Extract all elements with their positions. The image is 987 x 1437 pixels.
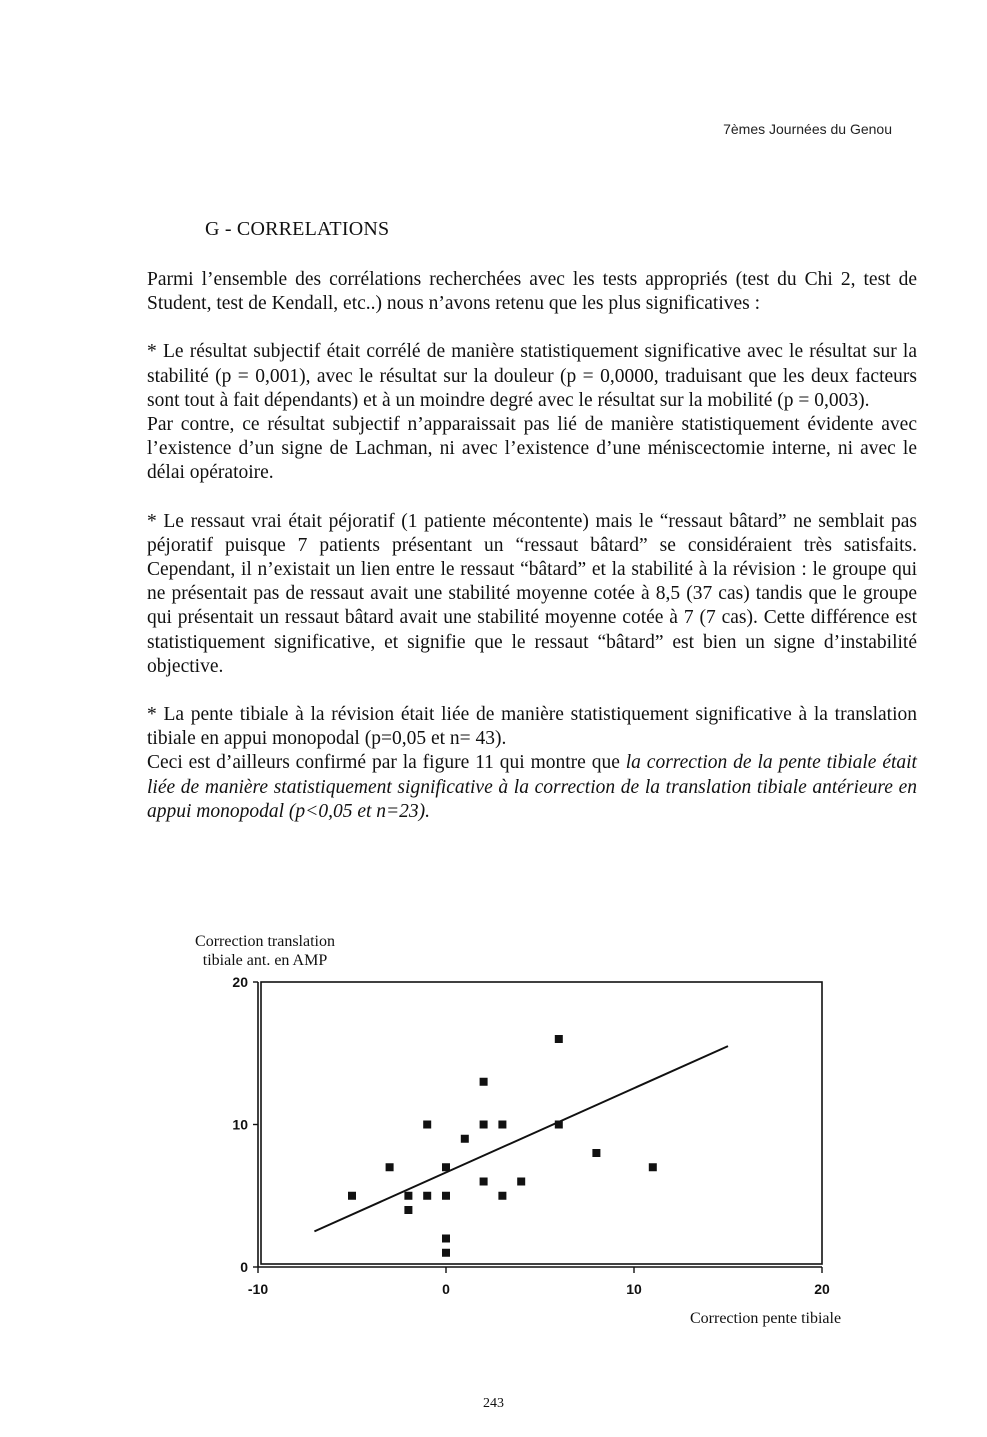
chart-frame [258,982,822,1267]
data-point [555,1121,563,1129]
x-tick-label: 0 [442,1281,450,1297]
data-point [423,1121,431,1129]
y-tick-label: 0 [240,1259,248,1275]
text-block [147,268,917,824]
paragraph-subjective-result: * Le résultat subjectif était corrélé de manière statistiquement significative avec le résultat sur la stabilité (p = 0,001), avec le résultat sur la douleur (p = 0,0000, traduisant que les deux facteurs sont tout à fait dépendants) et à un moindre degré avec le résultat sur la mobilité (p = 0,003). [147,341,917,411]
paragraph-pente-tibiale: * La pente tibiale à la révision était liée de manière statistiquement significative à la translation tibiale en appui monopodal (p=0,05 et n= 43). [147,704,917,750]
data-point [442,1192,450,1200]
x-tick-label: 10 [626,1281,642,1297]
plot-box [261,982,822,1264]
data-point [404,1206,412,1214]
paragraph-subjective-result-cont: Par contre, ce résultat subjectif n’apparaissait pas lié de manière statistiquement évidente avec l’existence d’un signe de Lachman, ni avec l’existence d’une méniscectomie interne, ni avec le délai opératoire. [147,414,917,484]
data-point [423,1192,431,1200]
data-point [348,1192,356,1200]
paragraph-intro: Parmi l’ensemble des corrélations recherchées avec les tests appropriés (test du Chi 2, test de Student, test de Kendall, etc..) nous n’avons retenu que les plus significatives : [147,269,917,315]
data-point [498,1192,506,1200]
chart-x-axis-label: Correction pente tibiale [690,1310,842,1327]
x-tick-label: -10 [247,1281,269,1297]
data-point [442,1249,450,1257]
data-point [498,1121,506,1129]
data-point [480,1178,488,1186]
data-point [404,1192,412,1200]
data-point [442,1163,450,1171]
figure-reference-text: Ceci est d’ailleurs confirmé par la figure 11 qui montre que [147,752,626,774]
paragraph-figure-reference [147,751,917,824]
y-label-line2: tibiale ant. en AMP [202,952,328,969]
running-header: 7èmes Journées du Genou [723,121,892,137]
page-number: 243 [483,1396,504,1411]
regression-line-group [314,1046,728,1231]
chart-ticks [232,974,830,1297]
data-point [555,1035,563,1043]
data-points [348,1035,657,1257]
data-point [649,1163,657,1171]
x-tick-label: 20 [814,1281,830,1297]
y-tick-label: 20 [232,974,248,990]
scatter-chart [200,965,900,1310]
data-point [461,1135,469,1143]
data-point [480,1121,488,1129]
section-title: G - CORRELATIONS [205,218,390,240]
data-point [517,1178,525,1186]
data-point [442,1235,450,1243]
figure-reference-italic: la correction de la pente tibiale était liée de manière statistiquement significative à la correction de la translation tibiale antérieure en appui monopodal (p<0,05 et n=23). [147,752,917,822]
y-label-line1: Correction translation [195,933,335,950]
data-point [480,1078,488,1086]
data-point [386,1163,394,1171]
regression-line [314,1046,728,1231]
paragraph-ressaut: * Le ressaut vrai était péjoratif (1 patiente mécontente) mais le “ressaut bâtard” ne semblait pas péjoratif puisque 7 patients présentant un “ressaut bâtard” se considéraient très satisfaits. Cependant, il n’existait un lien entre le ressaut “bâtard” et la stabilité à la révision : le groupe qui ne présentait pas de ressaut avait une stabilité moyenne cotée à 8,5 (37 cas) tandis que le groupe qui présentait un ressaut bâtard avait une stabilité moyenne cotée à 7 (7 cas). Cette différence est statistiquement significative, et signifie que le ressaut “bâtard” est bien un signe d’instabilité objective. [147,510,917,677]
data-point [592,1149,600,1157]
y-tick-label: 10 [232,1116,248,1133]
